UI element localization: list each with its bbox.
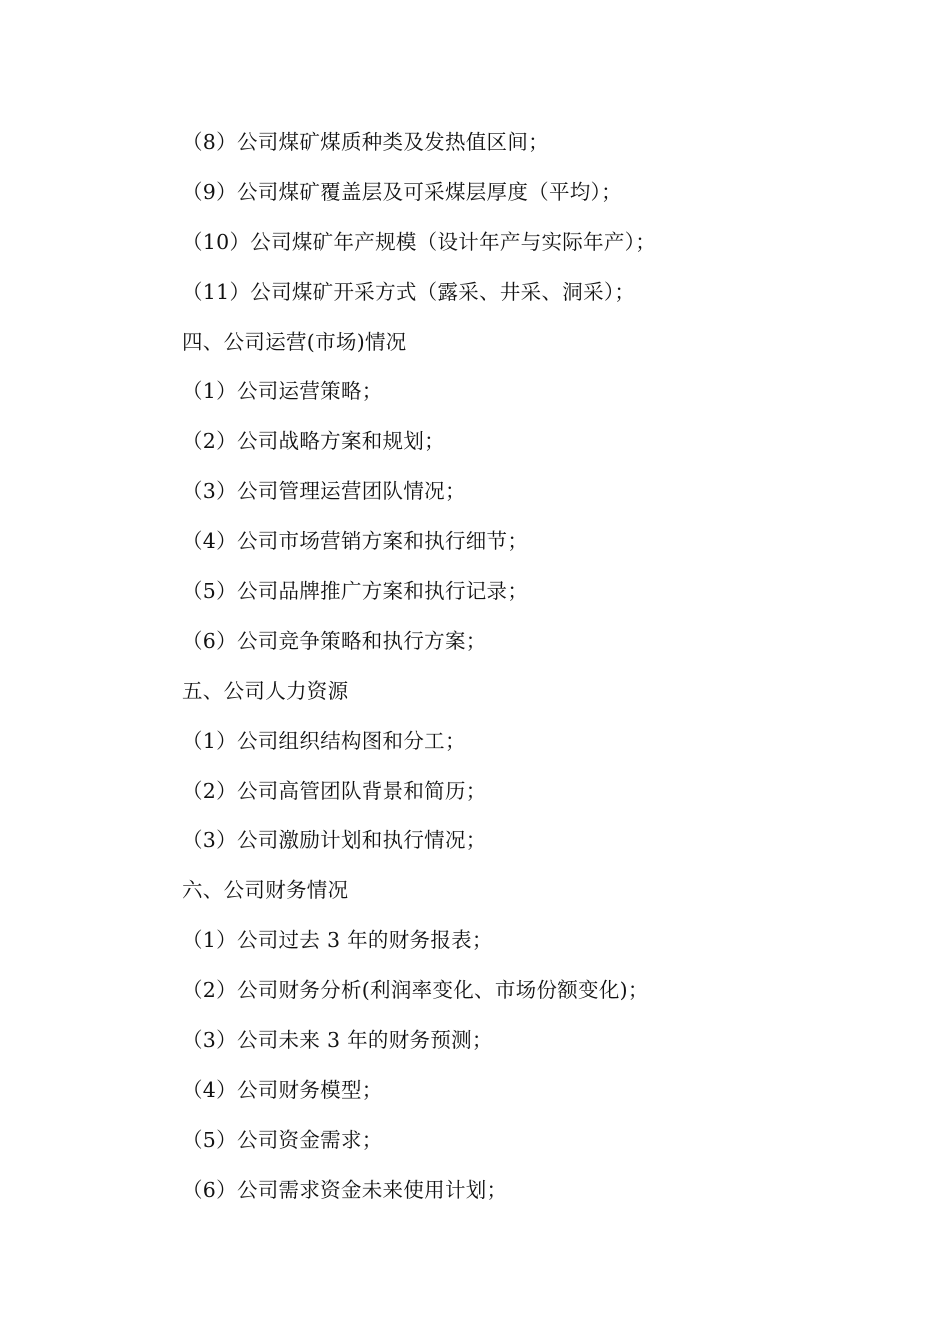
- list-item: （5）公司品牌推广方案和执行记录；: [182, 579, 529, 604]
- list-item: （8）公司煤矿煤质种类及发热值区间；: [182, 130, 549, 154]
- list-item: （4）公司财务模型；: [182, 1077, 383, 1102]
- list-item: （2）公司财务分析(利润率变化、市场份额变化)；: [182, 978, 649, 1003]
- list-item: （1）公司组织结构图和分工；: [182, 728, 466, 753]
- list-item: （6）公司竞争策略和执行方案；: [182, 628, 487, 653]
- section-heading: 六、公司财务情况: [182, 878, 349, 903]
- list-item: （2）公司高管团队背景和简历；: [182, 778, 487, 803]
- list-item: （1）公司运营策略；: [182, 379, 383, 404]
- list-item: （4）公司市场营销方案和执行细节；: [182, 529, 529, 554]
- list-item: （3）公司管理运营团队情况；: [182, 479, 466, 504]
- list-item: （5）公司资金需求；: [182, 1127, 383, 1152]
- list-item: （11）公司煤矿开采方式（露采、井采、洞采）；: [182, 279, 636, 304]
- section-heading: 四、公司运营(市场)情况: [182, 329, 407, 354]
- list-item: （6）公司需求资金未来使用计划；: [182, 1177, 508, 1202]
- list-item: （3）公司未来 3 年的财务预测；: [182, 1028, 493, 1053]
- list-item: （10）公司煤矿年产规模（设计年产与实际年产）；: [182, 229, 657, 254]
- list-item: （3）公司激励计划和执行情况；: [182, 828, 487, 853]
- list-item: （1）公司过去 3 年的财务报表；: [182, 928, 493, 953]
- list-item: （2）公司战略方案和规划；: [182, 429, 445, 454]
- document-body: [182, 124, 882, 1222]
- section-heading: 五、公司人力资源: [182, 678, 349, 703]
- list-item: （9）公司煤矿覆盖层及可采煤层厚度（平均）；: [182, 179, 622, 204]
